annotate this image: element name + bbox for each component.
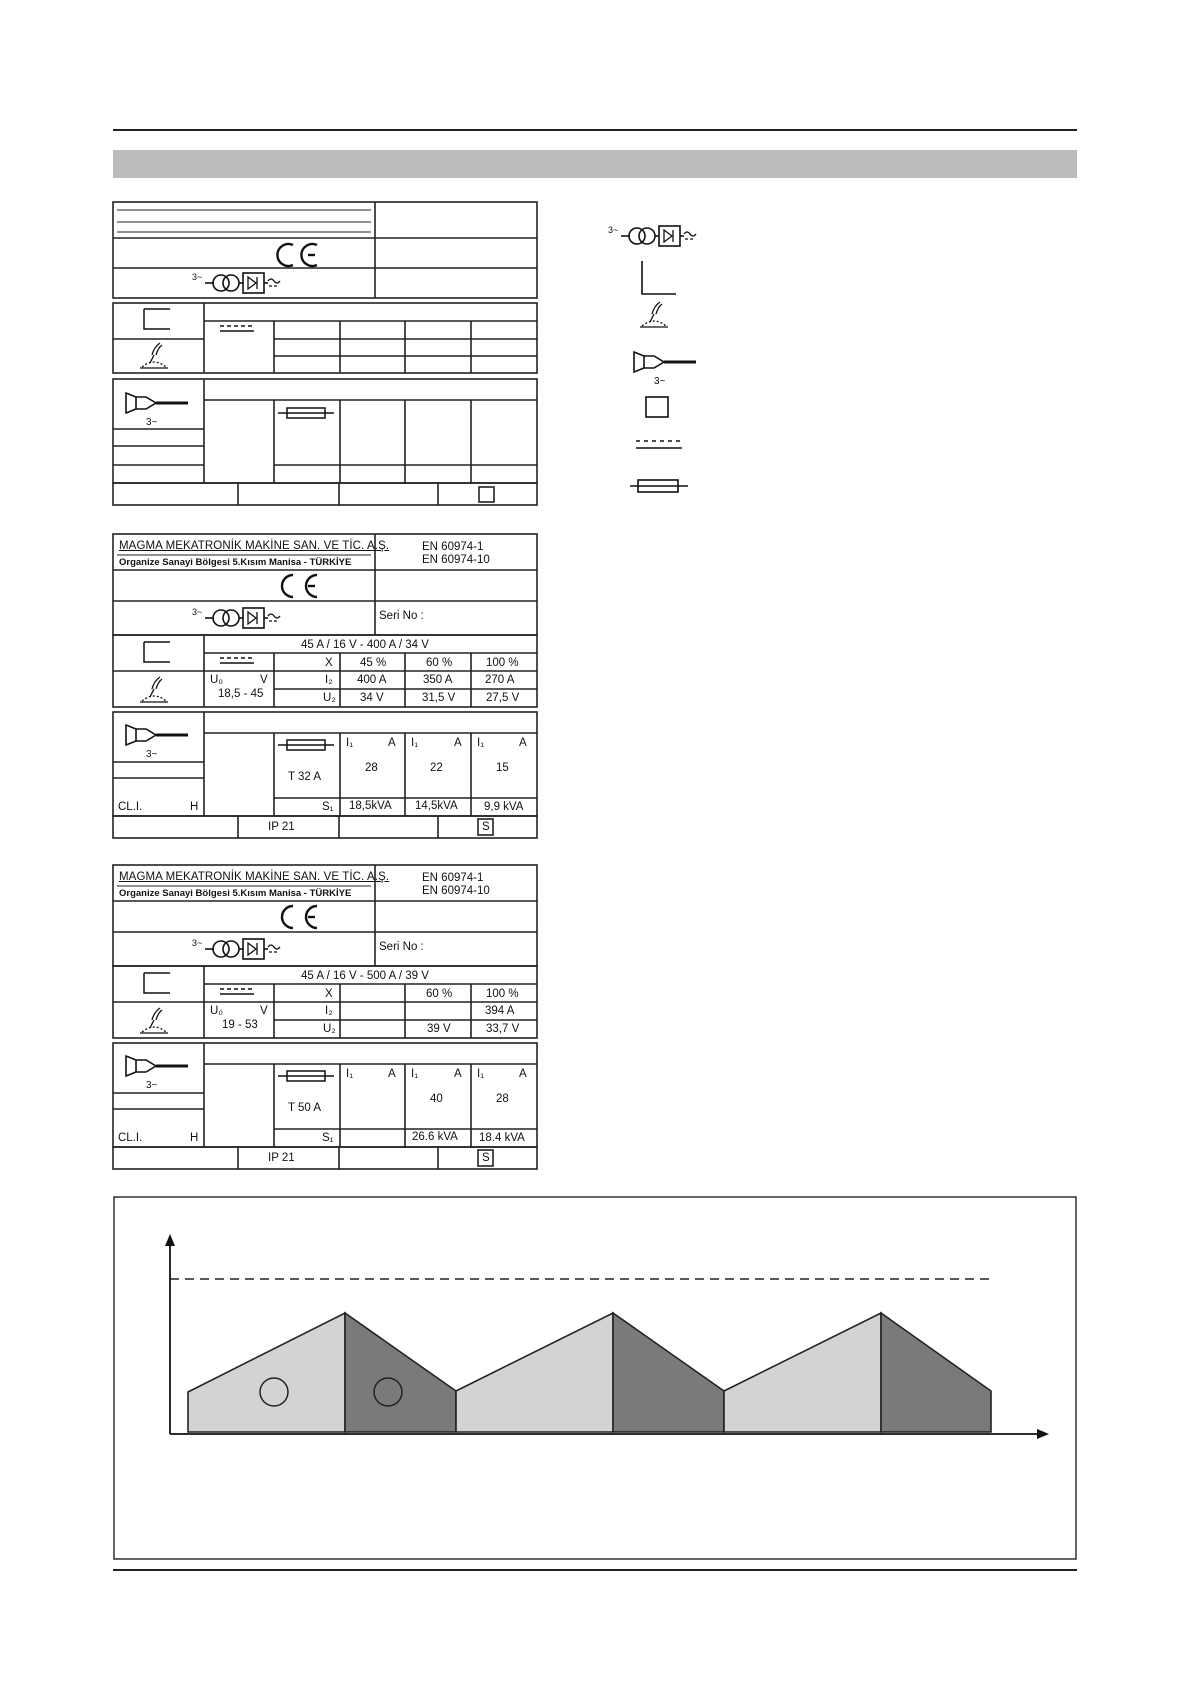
insulation-class-label: CL.I. xyxy=(118,1132,143,1144)
u0-unit: V xyxy=(260,674,268,686)
u2-2: 31,5 V xyxy=(422,692,456,704)
svg-text:3~: 3~ xyxy=(192,607,203,617)
u2-3: 27,5 V xyxy=(486,692,520,704)
s1-2: 14,5kVA xyxy=(415,800,458,812)
insulation-box-icon xyxy=(646,397,668,417)
s1-2: 26.6 kVA xyxy=(412,1131,458,1143)
header-rule xyxy=(113,129,1077,131)
i1-unit-3: A xyxy=(519,1068,527,1080)
u0-label: U₀ xyxy=(210,674,224,686)
dc-current-icon xyxy=(636,441,682,448)
cooling-phase-2 xyxy=(613,1313,724,1432)
insulation-class-value: H xyxy=(190,801,199,813)
fuse-icon xyxy=(630,480,688,492)
i1-label-3: I₁ xyxy=(477,1068,485,1080)
duty-x-label: X xyxy=(325,988,333,1000)
company-address: Organize Sanayi Bölgesi 5.Kısım Manisa - TÜRKİYE xyxy=(119,557,352,568)
transformer-rectifier-icon xyxy=(608,225,696,246)
i1-label-1: I₁ xyxy=(346,737,354,749)
company-address: Organize Sanayi Bölgesi 5.Kısım Manisa - TÜRKİYE xyxy=(119,888,352,899)
company-name: MAGMA MEKATRONİK MAKİNE SAN. VE TİC. A.Ş. xyxy=(119,871,390,883)
svg-text:3~: 3~ xyxy=(654,376,666,387)
company-name: MAGMA MEKATRONİK MAKİNE SAN. VE TİC. A.Ş. xyxy=(119,540,390,552)
insulation-class-value: H xyxy=(190,1132,199,1144)
ip-rating: IP 21 xyxy=(268,1152,295,1164)
symbol-legend-drawing xyxy=(600,220,720,500)
mains-plug-icon xyxy=(634,352,696,387)
ce-mark-text xyxy=(544,570,585,600)
output-range: 45 A / 16 V - 400 A / 34 V xyxy=(301,639,429,651)
duty-2: 60 % xyxy=(426,657,453,669)
i1-label-1: I₁ xyxy=(346,1068,354,1080)
i2-3: 270 A xyxy=(485,674,515,686)
duty-cycle-graph-drawing xyxy=(113,1196,1077,1560)
duty-x-label: X xyxy=(325,657,333,669)
u0-value: 18,5 - 45 xyxy=(218,688,264,700)
cooling-phase-3 xyxy=(881,1313,991,1432)
welding-phase-1 xyxy=(188,1313,345,1432)
s1-label: S₁ xyxy=(322,1132,334,1144)
s1-3: 9,9 kVA xyxy=(484,801,524,813)
standard-1: EN 60974-1 xyxy=(422,872,484,884)
i1-unit-2: A xyxy=(454,1068,462,1080)
welding-phase-3 xyxy=(724,1313,881,1432)
insulation-class-label: CL.I. xyxy=(118,801,143,813)
duty-cycle-graph xyxy=(113,1196,1077,1560)
standard-2: EN 60974-10 xyxy=(422,885,490,897)
i1-label-2: I₁ xyxy=(411,737,419,749)
rating-plate-500a xyxy=(112,864,538,1170)
torch-icon xyxy=(640,302,668,327)
s1-label: S₁ xyxy=(322,801,334,813)
fuse-rating: T 32 A xyxy=(288,771,322,783)
svg-text:3~: 3~ xyxy=(146,749,158,760)
horizontal-axis-arrow-icon xyxy=(1037,1429,1049,1439)
u2-label: U₂ xyxy=(323,692,336,704)
svg-text:3~: 3~ xyxy=(146,1080,158,1091)
i1-value-3: 28 xyxy=(496,1093,509,1105)
u2-1: 34 V xyxy=(360,692,384,704)
i1-unit-1: A xyxy=(388,1068,396,1080)
rating-plate-blank xyxy=(112,201,538,507)
i2-label: I₂ xyxy=(325,674,333,686)
i1-value-2: 22 xyxy=(430,762,443,774)
ip-rating: IP 21 xyxy=(268,821,295,833)
serial-label: Seri No : xyxy=(379,941,424,953)
flat-characteristic-icon xyxy=(642,261,676,294)
duty-1: 45 % xyxy=(360,657,387,669)
svg-text:3~: 3~ xyxy=(192,938,203,948)
s-mark: S xyxy=(482,1152,490,1164)
section-title-band xyxy=(113,150,1077,178)
svg-text:3~: 3~ xyxy=(146,417,158,428)
duty-3: 100 % xyxy=(486,657,519,669)
u0-label: U₀ xyxy=(210,1005,224,1017)
u2-3: 33,7 V xyxy=(486,1023,520,1035)
rating-plate-400a xyxy=(112,533,538,839)
footer-rule xyxy=(113,1569,1077,1571)
svg-text:3~: 3~ xyxy=(192,272,203,282)
welding-phase-2 xyxy=(456,1313,613,1432)
i2-1: 400 A xyxy=(357,674,387,686)
fuse-rating: T 50 A xyxy=(288,1102,322,1114)
i2-2: 350 A xyxy=(423,674,453,686)
svg-text:3~: 3~ xyxy=(608,225,619,235)
cooling-phase-1 xyxy=(345,1313,456,1432)
i2-3: 394 A xyxy=(485,1005,515,1017)
standard-1: EN 60974-1 xyxy=(422,541,484,553)
u0-value: 19 - 53 xyxy=(222,1019,258,1031)
i1-unit-1: A xyxy=(388,737,396,749)
s-mark: S xyxy=(482,821,490,833)
standard-2: EN 60974-10 xyxy=(422,554,490,566)
i2-label: I₂ xyxy=(325,1005,333,1017)
u0-unit: V xyxy=(260,1005,268,1017)
symbol-legend xyxy=(600,220,720,500)
output-range: 45 A / 16 V - 500 A / 39 V xyxy=(301,970,429,982)
u2-label: U₂ xyxy=(323,1023,336,1035)
i1-label-3: I₁ xyxy=(477,737,485,749)
rating-plate-blank-drawing xyxy=(112,201,538,507)
ce-mark-text-2 xyxy=(544,901,585,931)
i1-unit-2: A xyxy=(454,737,462,749)
i1-value-2: 40 xyxy=(430,1093,443,1105)
duty-2: 60 % xyxy=(426,988,453,1000)
i1-unit-3: A xyxy=(519,737,527,749)
vertical-axis-arrow-icon xyxy=(165,1234,175,1246)
s1-1: 18,5kVA xyxy=(349,800,392,812)
i1-value-3: 15 xyxy=(496,762,509,774)
u2-2: 39 V xyxy=(427,1023,451,1035)
s1-3: 18.4 kVA xyxy=(479,1132,525,1144)
i1-label-2: I₁ xyxy=(411,1068,419,1080)
i1-value-1: 28 xyxy=(365,762,378,774)
duty-3: 100 % xyxy=(486,988,519,1000)
serial-label: Seri No : xyxy=(379,610,424,622)
